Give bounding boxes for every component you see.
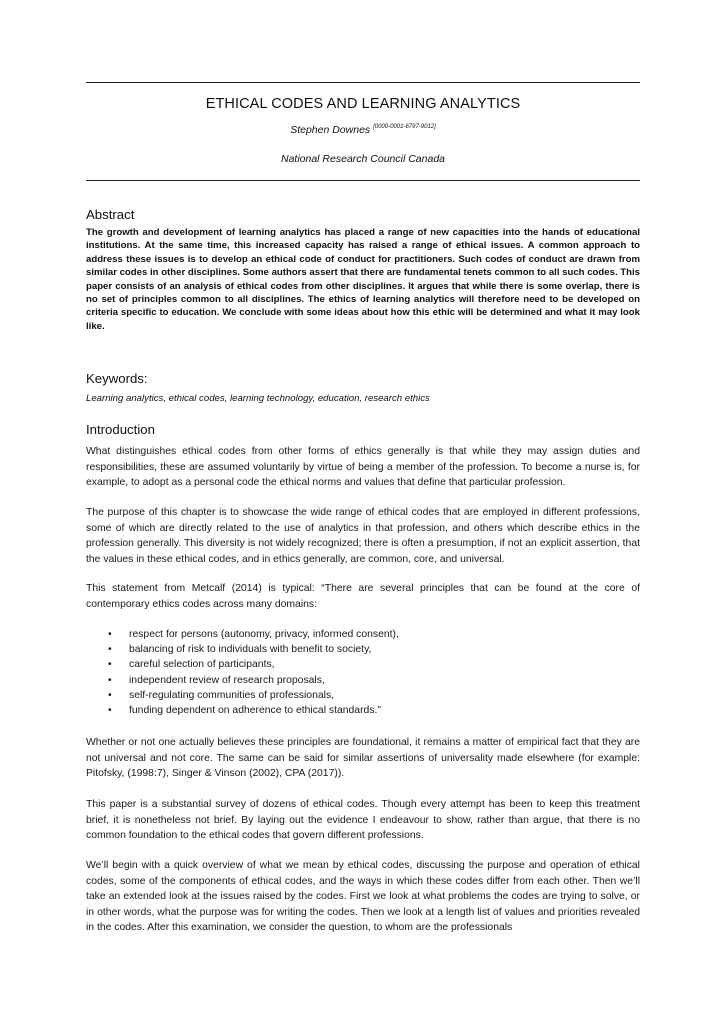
paper-title: ETHICAL CODES AND LEARNING ANALYTICS [205,96,521,112]
intro-paragraph-3: This statement from Metcalf (2014) is typical: “There are several principles that can be found at the core of contemporary ethics codes across many domains: [86,583,640,610]
keywords-heading: Keywords: [86,371,148,386]
list-item: • independent review of research proposals, [86,673,640,688]
bullet-glyph: • [108,705,112,717]
author-name: Stephen Downes [290,124,371,136]
list-item: • funding dependent on adherence to ethical standards.” [86,703,640,718]
abstract-section [86,207,640,333]
list-item: • balancing of risk to individuals with benefit to society, [86,642,640,657]
abstract-text: The growth and development of learning analytics has placed a range of new capacities into the hands of educational institutions. At the same time, this increased capacity has raised a range of ethical issues. A common approach to address these issues is to develop an ethical code of conduct for practitioners. Such codes of conduct are drawn from similar codes in other disciplines. Some authors assert that there are fundamental tenets common to all such codes. This paper consists of an analysis of ethical codes from other disciplines. It argues that while there is some overlap, there is no set of principles common to all disciplines. The ethics of learning analytics will therefore need to be developed on criteria specific to education. We conclude with some ideas about how this ethic will be determined and what it may look like. [86,227,640,332]
list-item: • self-regulating communities of professionals, [86,688,640,703]
introduction-heading: Introduction [86,422,155,437]
intro-paragraph-2: The purpose of this chapter is to showcase the wide range of ethical codes that are employed in different professions, some of which are directly related to the use of analytics in that profession, and others which describe ethics in the profession generally. This diversity is not widely recognized; there is often a presumption, if not an explicit assertion, that the values in these ethical codes, and in ethics generally, are common, core, and universal. [86,507,640,565]
bullet-glyph: • [108,644,112,656]
principles-list [86,627,640,718]
keywords-section [86,371,640,405]
author-line [86,124,640,136]
list-item: • respect for persons (autonomy, privacy, informed consent), [86,627,640,642]
bullet-glyph: • [108,674,112,686]
bullet-glyph: • [108,689,112,701]
bullet-glyph: • [108,629,112,640]
keywords-text: Learning analytics, ethical codes, learning technology, education, research ethics [86,393,430,404]
list-item: • careful selection of participants, [86,657,640,672]
intro-paragraph-6: We’ll begin with a quick overview of what we mean by ethical codes, discussing the purpose and operation of ethical codes, some of the components of ethical codes, and the ways in which these codes differ from each other. Then we’ll take an extended look at the issues raised by the codes. First we look at what problems the codes are trying to solve, or in other words, what the purpose was for writing the codes. Then we look at a length list of values and priorities revealed in the codes. After this examination, we consider the question, to whom are the professionals [86,860,640,933]
intro-paragraph-5: This paper is a substantial survey of dozens of ethical codes. Though every attempt has been to keep this treatment brief, it is nonetheless not brief. By laying out the evidence I endeavour to show, rather than argue, that there is no common foundation to the ethical codes that govern different professions. [86,799,640,841]
intro-paragraph-4: Whether or not one actually believes these principles are foundational, it remains a matter of empirical fact that they are not universal and not core. The same can be said for similar assertions of universality made elsewhere (for example: Pitofsky, (1998:7), Singer & Vinson (2002), CPA (2017)). [86,737,640,779]
top-rule [86,82,640,83]
orcid-id: [0000-0001-6797-9012] [373,124,436,130]
affiliation: National Research Council Canada [280,153,445,165]
header-bottom-rule [86,180,640,181]
introduction-heading-wrap [86,422,640,437]
abstract-heading: Abstract [86,207,135,222]
bullet-glyph: • [108,659,112,671]
intro-paragraph-1: What distinguishes ethical codes from other forms of ethics generally is that while they may assign duties and responsibilities, these are assumed voluntarily by virtue of being a member of the profession. To become a nurse is, for example, to adopt as a personal code the ethical norms and values that define that particular profession. [86,446,640,488]
